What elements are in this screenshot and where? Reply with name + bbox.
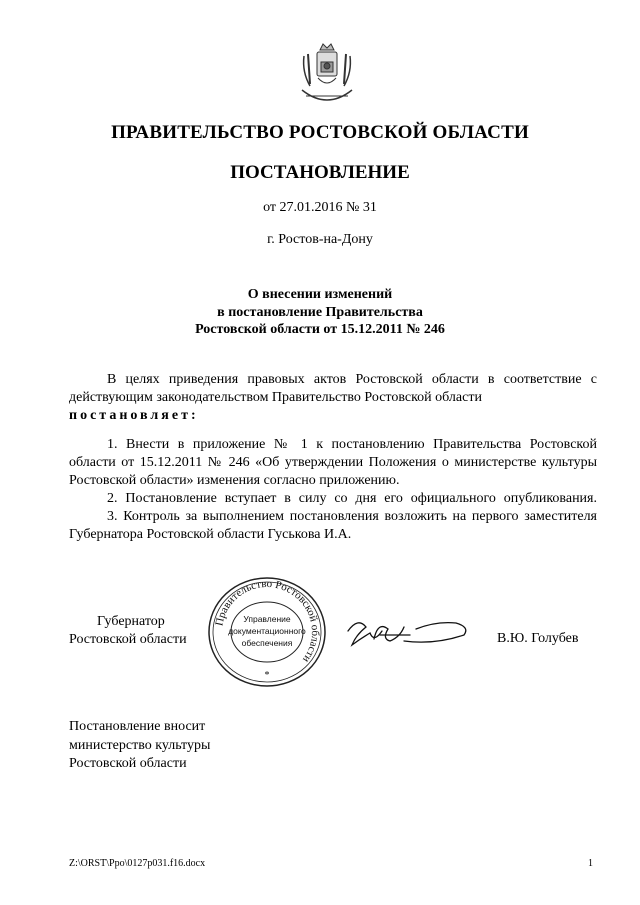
seal-star-icon: * — [264, 670, 270, 681]
seal-inner-line: Управление — [243, 614, 291, 624]
seal-inner-line: обеспечения — [241, 638, 293, 648]
document-date-number: от 27.01.2016 № 31 — [263, 200, 377, 215]
page-number: 1 — [588, 858, 593, 869]
contributor-line: Ростовской области — [69, 756, 187, 771]
signatory-name: В.Ю. Голубев — [497, 631, 579, 646]
resolution-item: 1. Внести в приложение № 1 к постановлению Правительства Ростовской области от 15.12.2011 № 246 «Об утверждении Положения о министерстве культуры Ростовской области» изменения согласно приложению. — [69, 437, 597, 488]
document-type-title: ПОСТАНОВЛЕНИЕ — [230, 162, 410, 183]
subject-line: О внесении изменений — [247, 287, 393, 302]
footer-file-path: Z:\ORST\Ppo\0127p031.f16.docx — [69, 858, 206, 869]
signatory-title-line: Губернатор — [97, 614, 165, 629]
preamble-paragraph — [69, 371, 597, 425]
contributor-line: министерство культуры — [69, 737, 211, 753]
signatory-title-line: Ростовской области — [69, 632, 187, 647]
subject-line: Ростовской области от 15.12.2011 № 246 — [195, 322, 445, 337]
signatory-title — [69, 613, 187, 649]
document-city: г. Ростов-на-Дону — [267, 232, 373, 247]
seal-inner-line: документационного — [228, 626, 306, 636]
organization-title: ПРАВИТЕЛЬСТВО РОСТОВСКОЙ ОБЛАСТИ — [111, 122, 529, 143]
document-subject — [0, 286, 640, 339]
resolution-item: 2. Постановление вступает в силу со дня его официального опубликования. — [107, 491, 597, 506]
resolve-word: постановляет: — [69, 408, 199, 423]
contributor-note — [69, 718, 210, 774]
preamble-text: В целях приведения правовых актов Ростовской области в соответствие с действующим законодательством Правительство Ростовской области — [69, 372, 597, 405]
coat-of-arms-icon — [298, 40, 356, 106]
resolution-items — [69, 436, 597, 544]
contributor-line: Постановление вносит — [69, 719, 206, 734]
seal-outer-text-path: Правительство Ростовской области — [213, 577, 322, 665]
handwritten-signature-icon — [344, 611, 474, 657]
subject-line: в постановление Правительства — [217, 304, 423, 320]
resolution-item: 3. Контроль за выполнением постановления возложить на первого заместителя Губернатора Ростовской области Гуськова И.А. — [69, 509, 597, 542]
round-seal-icon — [202, 572, 332, 690]
